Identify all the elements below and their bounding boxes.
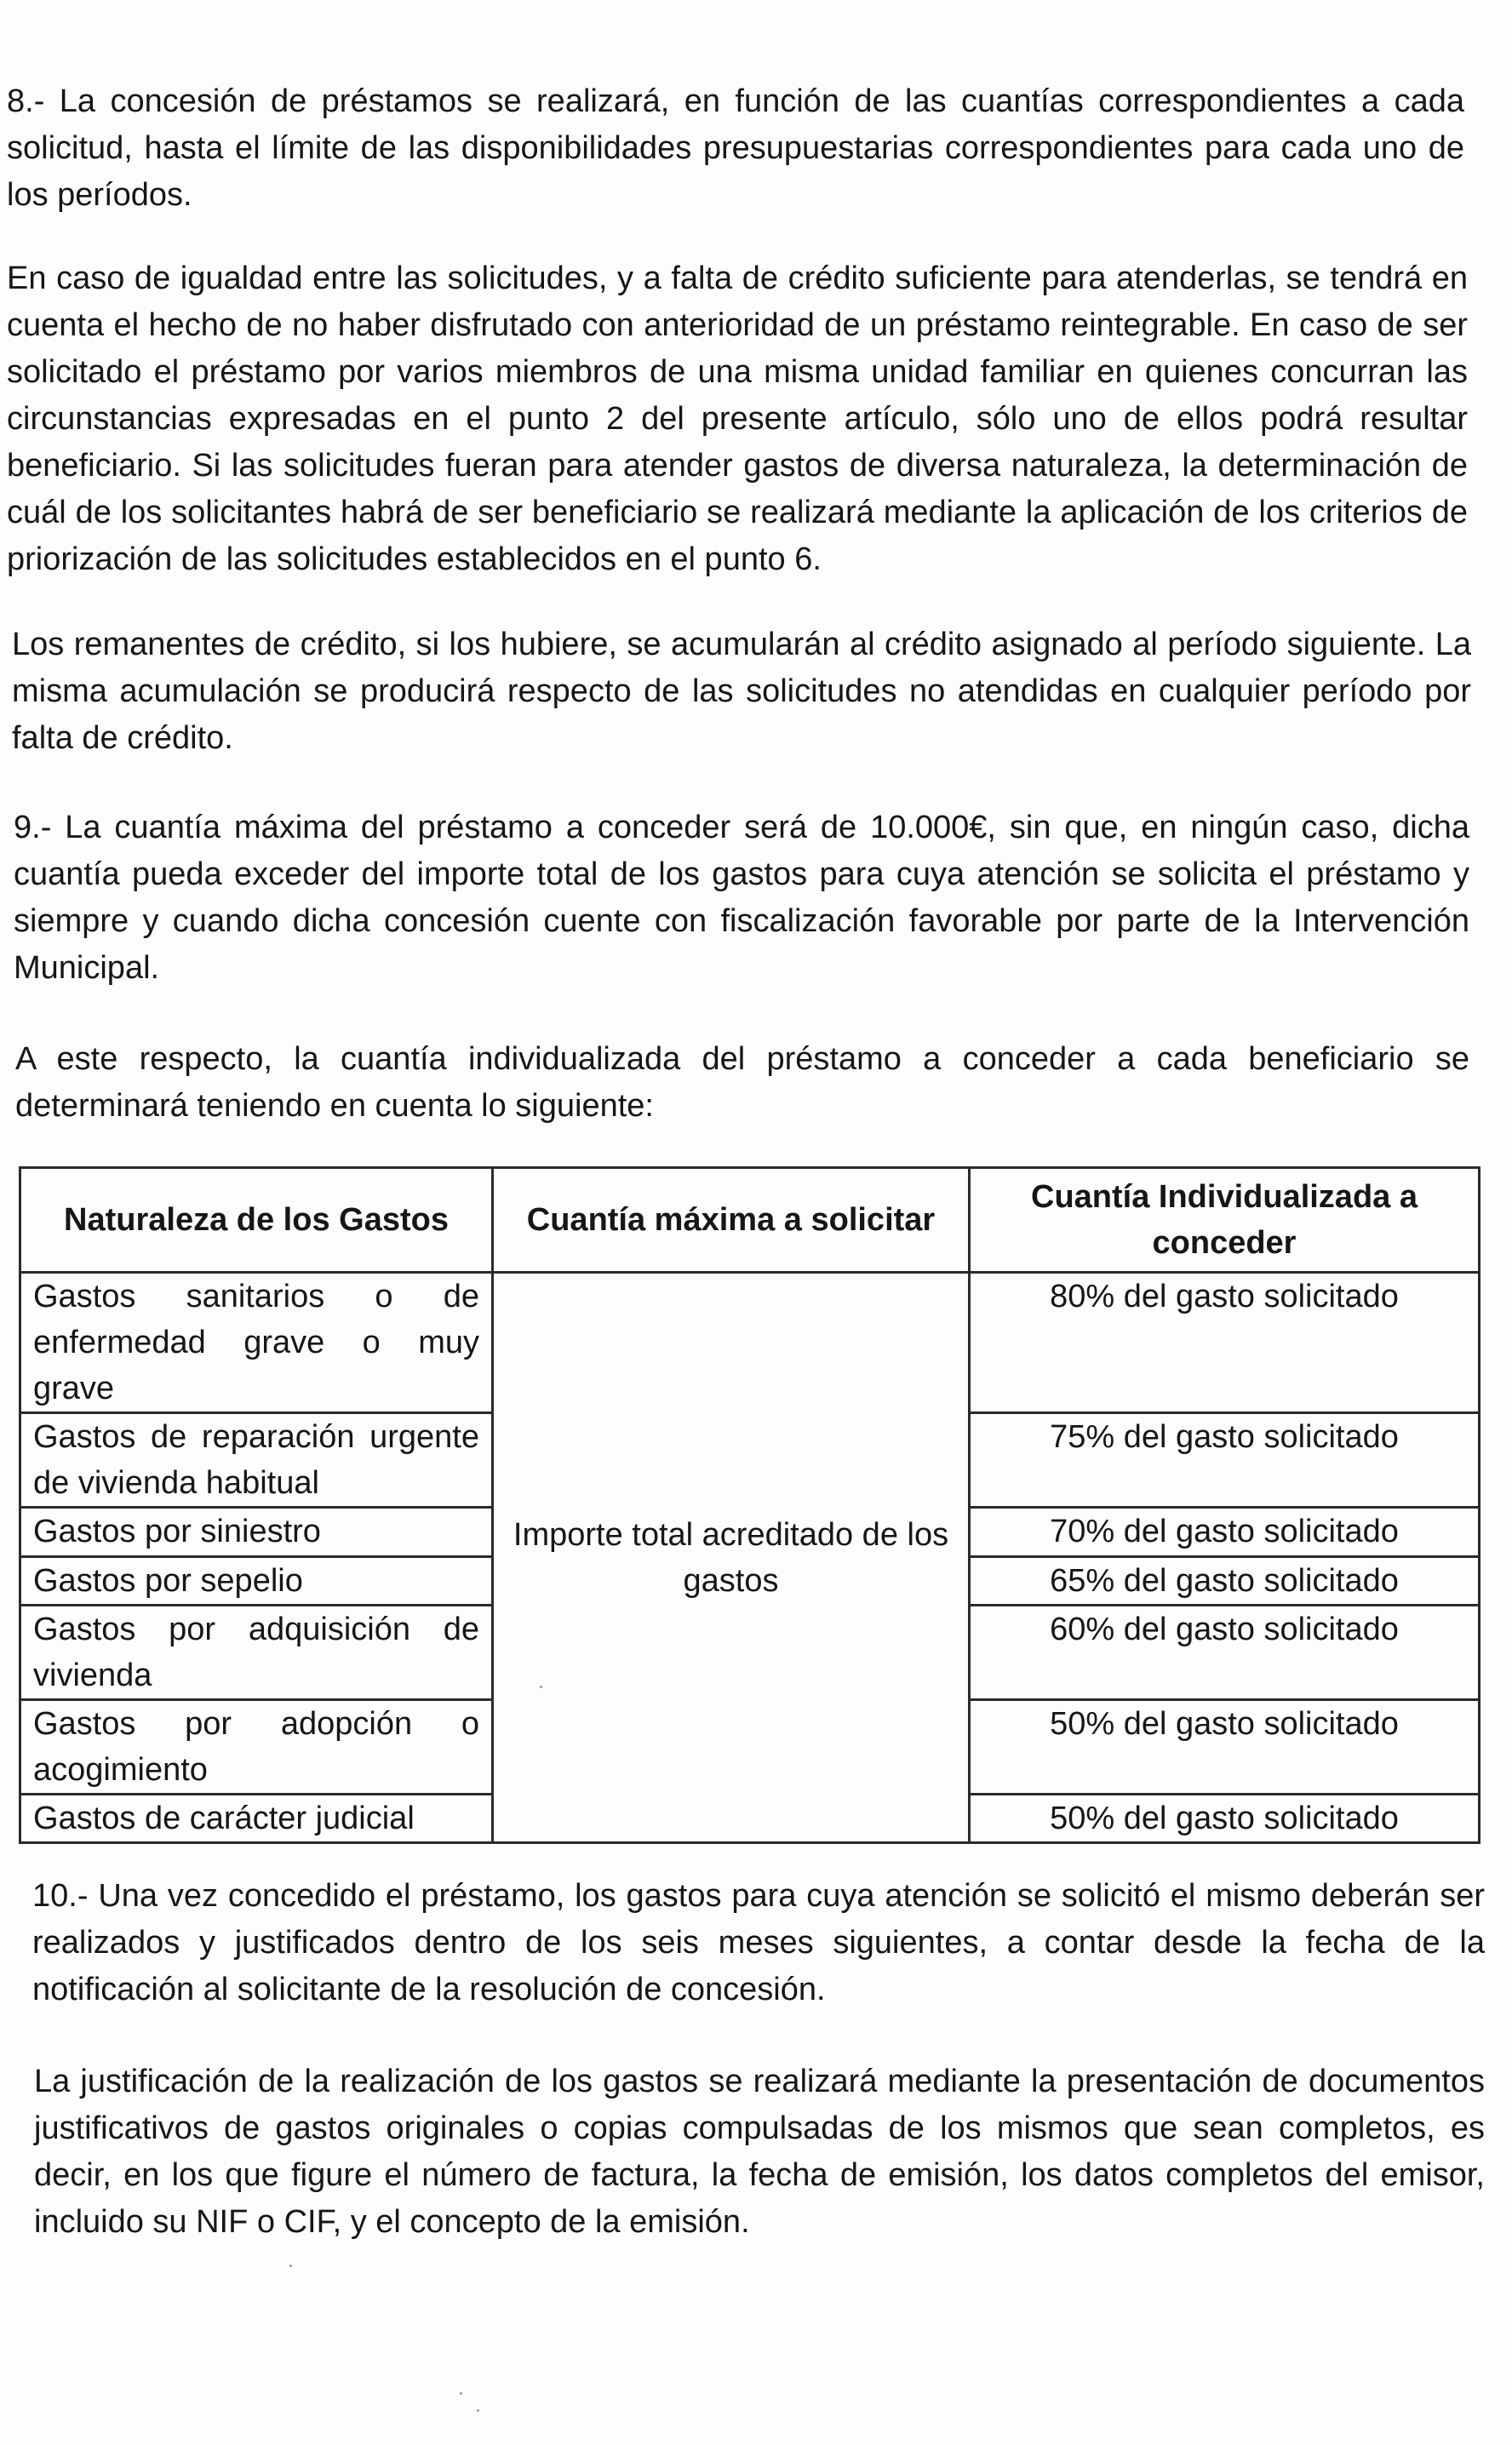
header-expense-nature: Naturaleza de los Gastos: [20, 1168, 493, 1273]
expense-cell: Gastos de reparación urgente de vivienda habitual: [20, 1413, 493, 1508]
table-row: [20, 1273, 1480, 1413]
scan-speck: [540, 1686, 542, 1688]
scan-speck: [460, 2392, 462, 2395]
header-individual-amount: Cuantía Individualizada a conceder: [970, 1168, 1480, 1273]
expense-percentage-table: [19, 1166, 1480, 1844]
percentage-cell: 80% del gasto solicitado: [970, 1273, 1480, 1413]
paragraph-credit-remainders: Los remanentes de crédito, si los hubiere, se acumularán al crédito asignado al período siguiente. La misma acumulación se producirá respecto de las solicitudes no atendidas en cualquier período por falta de crédito.: [12, 627, 1471, 756]
table-header-row: [20, 1168, 1480, 1273]
paragraph-justification: La justificación de la realización de los gastos se realizará mediante la presentación de documentos justificativos de gastos originales o copias compulsadas de los mismos que sean completos, es decir, en los que figure el número de factura, la fecha de emisión, los datos completos del emisor, incluido su NIF o CIF, y el concepto de la emisión.: [34, 2064, 1485, 2240]
paragraph-article-10: 10.- Una vez concedido el préstamo, los gastos para cuya atención se solicitó el mismo deberán ser realizados y justificados dentro de los seis meses siguientes, a contar desde la fecha de la notificación al solicitante de la resolución de concesión.: [32, 1878, 1485, 2007]
percentage-cell: 50% del gasto solicitado: [970, 1795, 1480, 1843]
max-amount-cell: Importe total acreditado de los gastos: [493, 1273, 970, 1843]
expense-cell: Gastos por siniestro: [20, 1508, 493, 1557]
percentage-cell: 70% del gasto solicitado: [970, 1508, 1480, 1557]
paragraph-equality-criteria: En caso de igualdad entre las solicitudes, y a falta de crédito suficiente para atenderlas, se tendrá en cuenta el hecho de no haber disfrutado con anterioridad de un préstamo reintegrable. En caso de ser solicitado el préstamo por varios miembros de una misma unidad familiar en quienes concurran las circunstancias expresadas en el punto 2 del presente artículo, sólo uno de ellos podrá resultar beneficiario. Si las solicitudes fueran para atender gastos de diversa naturaleza, la determinación de cuál de los solicitantes habrá de ser beneficiario se realizará mediante la aplicación de los criterios de priorización de las solicitudes establecidos en el punto 6.: [7, 261, 1468, 577]
percentage-cell: 65% del gasto solicitado: [970, 1557, 1480, 1606]
header-max-amount: Cuantía máxima a solicitar: [493, 1168, 970, 1273]
expense-cell: Gastos por adopción o acogimiento: [20, 1700, 493, 1795]
paragraph-article-9: 9.- La cuantía máxima del préstamo a conceder será de 10.000€, sin que, en ningún caso, dicha cuantía pueda exceder del importe total de los gastos para cuya atención se solicita el préstamo y siempre y cuando dicha concesión cuente con fiscalización favorable por parte de la Intervención Municipal.: [14, 810, 1469, 986]
expense-cell: Gastos de carácter judicial: [20, 1795, 493, 1843]
expense-cell: Gastos por adquisición de vivienda: [20, 1606, 493, 1700]
scan-speck: [477, 2409, 479, 2412]
percentage-cell: 60% del gasto solicitado: [970, 1606, 1480, 1700]
expense-cell: Gastos sanitarios o de enfermedad grave o muy grave: [20, 1273, 493, 1413]
percentage-cell: 50% del gasto solicitado: [970, 1700, 1480, 1795]
scan-speck: [289, 2265, 292, 2267]
expense-cell: Gastos por sepelio: [20, 1557, 493, 1606]
percentage-cell: 75% del gasto solicitado: [970, 1413, 1480, 1508]
paragraph-individual-amount: A este respecto, la cuantía individualizada del préstamo a conceder a cada beneficiario se determinará teniendo en cuenta lo siguiente:: [15, 1041, 1469, 1124]
paragraph-article-8: 8.- La concesión de préstamos se realizará, en función de las cuantías correspondientes a cada solicitud, hasta el límite de las disponibilidades presupuestarias correspondientes para cada uno de los períodos.: [7, 83, 1464, 213]
